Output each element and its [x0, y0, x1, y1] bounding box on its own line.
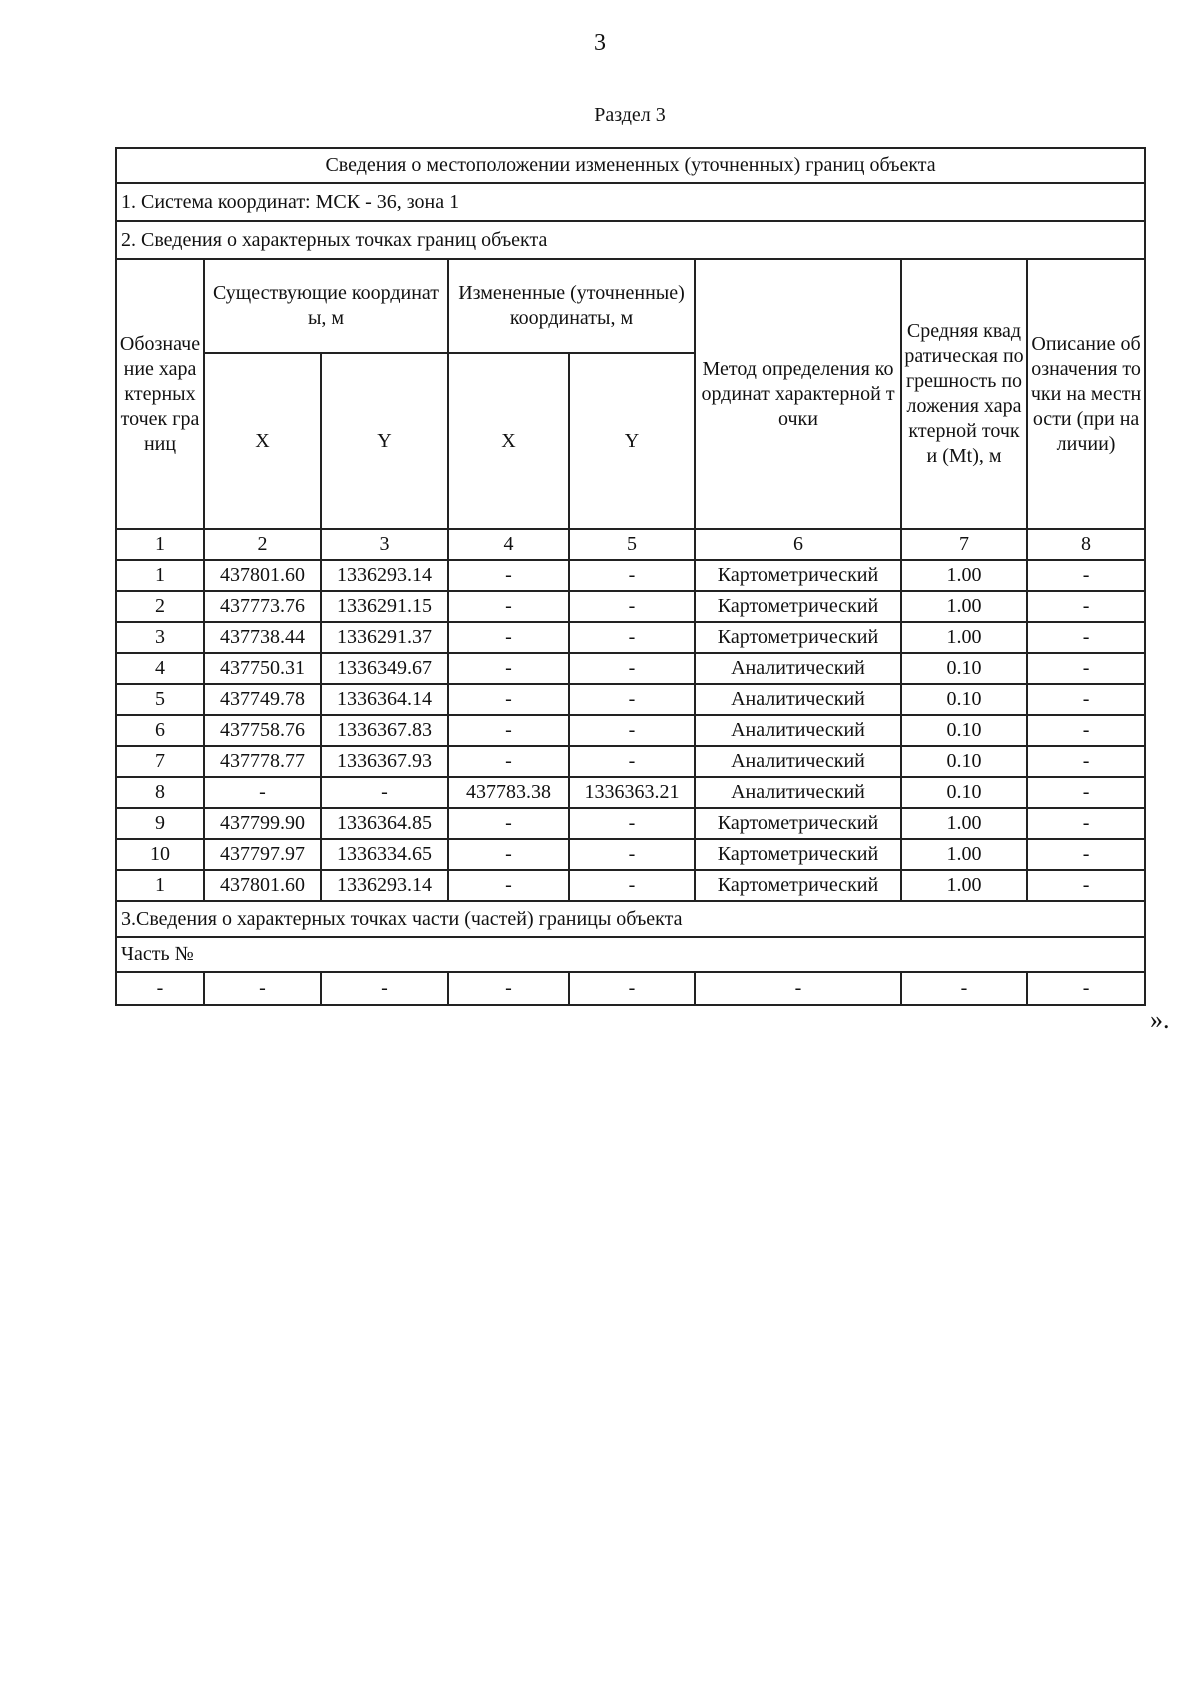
point-id-cell: 9 [116, 808, 204, 839]
description-cell: - [1027, 746, 1145, 777]
error-cell: 1.00 [901, 839, 1027, 870]
column-number: 3 [321, 529, 448, 560]
method-cell: Картометрический [695, 808, 901, 839]
description-cell: - [1027, 622, 1145, 653]
changed-x-cell: - [448, 839, 569, 870]
existing-x-cell: - [204, 777, 321, 808]
existing-x-cell: 437758.76 [204, 715, 321, 746]
point-id-cell: 1 [116, 560, 204, 591]
table-row [116, 808, 1145, 839]
existing-y-cell: 1336367.83 [321, 715, 448, 746]
method-cell: Картометрический [695, 870, 901, 901]
existing-y-cell: 1336291.15 [321, 591, 448, 622]
error-cell: 1.00 [901, 622, 1027, 653]
changed-x-cell: - [448, 560, 569, 591]
point-id-cell: 6 [116, 715, 204, 746]
header-existing-y: Y [321, 353, 448, 529]
changed-x-cell: - [448, 808, 569, 839]
changed-y-cell: - [569, 715, 695, 746]
existing-y-cell: 1336364.85 [321, 808, 448, 839]
existing-y-cell: 1336334.65 [321, 839, 448, 870]
method-cell: Картометрический [695, 591, 901, 622]
existing-y-cell: 1336291.37 [321, 622, 448, 653]
empty-cell: - [1027, 972, 1145, 1005]
existing-x-cell: 437778.77 [204, 746, 321, 777]
point-id-cell: 10 [116, 839, 204, 870]
changed-y-cell: - [569, 839, 695, 870]
empty-cell: - [901, 972, 1027, 1005]
existing-x-cell: 437801.60 [204, 560, 321, 591]
method-cell: Картометрический [695, 622, 901, 653]
changed-y-cell: 1336363.21 [569, 777, 695, 808]
error-cell: 0.10 [901, 715, 1027, 746]
description-cell: - [1027, 560, 1145, 591]
section-title: Раздел 3 [594, 104, 666, 126]
parts-heading: 3.Сведения о характерных точках части (частей) границы объекта [116, 901, 1145, 937]
error-cell: 0.10 [901, 746, 1027, 777]
closing-quote-mark: ». [1150, 1005, 1170, 1034]
existing-x-cell: 437797.97 [204, 839, 321, 870]
empty-cell: - [695, 972, 901, 1005]
description-cell: - [1027, 870, 1145, 901]
error-cell: 1.00 [901, 808, 1027, 839]
method-cell: Картометрический [695, 839, 901, 870]
empty-cell: - [204, 972, 321, 1005]
existing-y-cell: 1336293.14 [321, 560, 448, 591]
existing-y-cell: 1336364.14 [321, 684, 448, 715]
empty-cell: - [116, 972, 204, 1005]
existing-x-cell: 437799.90 [204, 808, 321, 839]
changed-x-cell: - [448, 591, 569, 622]
table-title: Сведения о местоположении измененных (уточненных) границ объекта [116, 148, 1145, 183]
point-id-cell: 3 [116, 622, 204, 653]
method-cell: Картометрический [695, 560, 901, 591]
boundary-table [115, 147, 1146, 1006]
table-row [116, 839, 1145, 870]
table-row [116, 777, 1145, 808]
existing-y-cell: - [321, 777, 448, 808]
method-cell: Аналитический [695, 715, 901, 746]
method-cell: Аналитический [695, 746, 901, 777]
table-row [116, 560, 1145, 591]
changed-y-cell: - [569, 746, 695, 777]
description-cell: - [1027, 777, 1145, 808]
existing-x-cell: 437773.76 [204, 591, 321, 622]
existing-x-cell: 437749.78 [204, 684, 321, 715]
column-number: 5 [569, 529, 695, 560]
page-number: 3 [594, 30, 606, 56]
changed-y-cell: - [569, 591, 695, 622]
changed-x-cell: - [448, 622, 569, 653]
point-id-cell: 8 [116, 777, 204, 808]
empty-cell: - [569, 972, 695, 1005]
empty-cell: - [321, 972, 448, 1005]
coord-system: 1. Система координат: МСК - 36, зона 1 [116, 183, 1145, 221]
table-row [116, 591, 1145, 622]
header-method: Метод определения координат характерной точки [695, 259, 901, 529]
method-cell: Аналитический [695, 777, 901, 808]
error-cell: 1.00 [901, 870, 1027, 901]
existing-y-cell: 1336293.14 [321, 870, 448, 901]
point-id-cell: 7 [116, 746, 204, 777]
method-cell: Аналитический [695, 684, 901, 715]
description-cell: - [1027, 684, 1145, 715]
changed-x-cell: - [448, 715, 569, 746]
column-number: 7 [901, 529, 1027, 560]
header-error: Средняя квадратическая погрешность положения характерной точки (Mt), м [901, 259, 1027, 529]
column-number: 6 [695, 529, 901, 560]
column-number: 8 [1027, 529, 1145, 560]
error-cell: 1.00 [901, 560, 1027, 591]
method-cell: Аналитический [695, 653, 901, 684]
empty-cell: - [448, 972, 569, 1005]
header-description: Описание обозначения точки на местности (при наличии) [1027, 259, 1145, 529]
description-cell: - [1027, 808, 1145, 839]
header-existing-x: X [204, 353, 321, 529]
point-id-cell: 5 [116, 684, 204, 715]
header-changed: Измененные (уточненные) координаты, м [448, 259, 695, 353]
changed-x-cell: - [448, 653, 569, 684]
table-row [116, 746, 1145, 777]
point-id-cell: 4 [116, 653, 204, 684]
error-cell: 0.10 [901, 653, 1027, 684]
header-designation: Обозначение характерных точек границ [116, 259, 204, 529]
changed-x-cell: 437783.38 [448, 777, 569, 808]
existing-y-cell: 1336349.67 [321, 653, 448, 684]
table-row [116, 870, 1145, 901]
header-changed-y: Y [569, 353, 695, 529]
changed-y-cell: - [569, 622, 695, 653]
existing-x-cell: 437750.31 [204, 653, 321, 684]
existing-x-cell: 437801.60 [204, 870, 321, 901]
empty-part-row [116, 972, 1145, 1005]
point-id-cell: 2 [116, 591, 204, 622]
point-id-cell: 1 [116, 870, 204, 901]
changed-y-cell: - [569, 560, 695, 591]
table-row [116, 653, 1145, 684]
points-heading: 2. Сведения о характерных точках границ объекта [116, 221, 1145, 259]
changed-x-cell: - [448, 684, 569, 715]
column-number: 4 [448, 529, 569, 560]
boundary-table-container [115, 147, 1146, 1006]
table-row [116, 715, 1145, 746]
column-number-row [116, 529, 1145, 560]
header-changed-x: X [448, 353, 569, 529]
description-cell: - [1027, 715, 1145, 746]
changed-y-cell: - [569, 684, 695, 715]
column-number: 1 [116, 529, 204, 560]
changed-x-cell: - [448, 746, 569, 777]
part-label: Часть № [116, 937, 1145, 972]
column-number: 2 [204, 529, 321, 560]
header-existing: Существующие координаты, м [204, 259, 448, 353]
changed-y-cell: - [569, 653, 695, 684]
changed-x-cell: - [448, 870, 569, 901]
table-row [116, 684, 1145, 715]
description-cell: - [1027, 839, 1145, 870]
error-cell: 0.10 [901, 777, 1027, 808]
error-cell: 1.00 [901, 591, 1027, 622]
description-cell: - [1027, 653, 1145, 684]
error-cell: 0.10 [901, 684, 1027, 715]
changed-y-cell: - [569, 870, 695, 901]
table-row [116, 622, 1145, 653]
changed-y-cell: - [569, 808, 695, 839]
description-cell: - [1027, 591, 1145, 622]
existing-y-cell: 1336367.93 [321, 746, 448, 777]
existing-x-cell: 437738.44 [204, 622, 321, 653]
